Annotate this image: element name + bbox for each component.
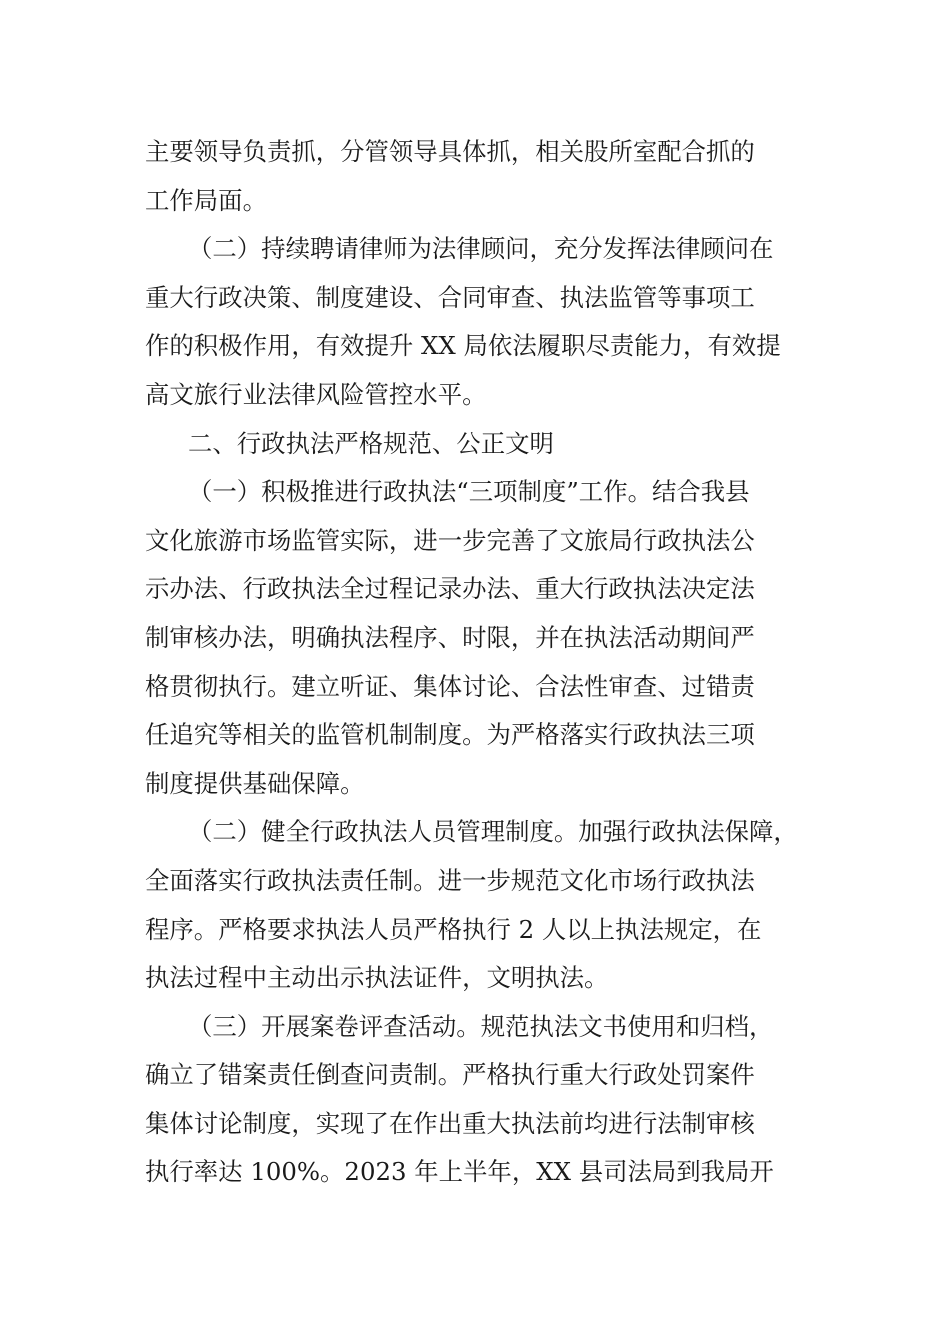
text-line: 任追究等相关的监管机制制度。为严格落实行政执法三项 bbox=[145, 720, 755, 750]
text-line: 重大行政决策、制度建设、合同审查、执法监管等事项工 bbox=[145, 282, 755, 312]
text-line: （一）积极推进行政执法“三项制度”工作。结合我县 bbox=[188, 477, 750, 507]
text-line: （二）持续聘请律师为法律顾问，充分发挥法律顾问在 bbox=[188, 234, 774, 264]
text-line: 确立了错案责任倒查问责制。严格执行重大行政处罚案件 bbox=[145, 1060, 755, 1090]
text-line: 集体讨论制度，实现了在作出重大执法前均进行法制审核 bbox=[145, 1108, 755, 1138]
text-line: 示办法、行政执法全过程记录办法、重大行政执法决定法 bbox=[145, 574, 755, 604]
document-body bbox=[145, 128, 820, 1197]
text-line: （三）开展案卷评查活动。规范执法文书使用和归档， bbox=[188, 1011, 774, 1041]
text-line: 执法过程中主动出示执法证件，文明执法。 bbox=[145, 963, 609, 993]
text-line: 主要领导负责抓，分管领导具体抓，相关股所室配合抓的 bbox=[145, 137, 755, 166]
section-heading: 二、行政执法严格规范、公正文明 bbox=[188, 428, 554, 458]
text-line: 高文旅行业法律风险管控水平。 bbox=[145, 379, 487, 409]
text-line: 格贯彻执行。建立听证、集体讨论、合法性审查、过错责 bbox=[145, 671, 755, 701]
text-line: （二）健全行政执法人员管理制度。加强行政执法保障， bbox=[188, 817, 798, 847]
text-line: 文化旅游市场监管实际，进一步完善了文旅局行政执法公 bbox=[145, 525, 755, 555]
text-line: 工作局面。 bbox=[145, 185, 267, 215]
text-line: 作的积极作用，有效提升 XX 局依法履职尽责能力，有效提 bbox=[145, 331, 781, 361]
text-line: 执行率达 100%。2023 年上半年，XX 县司法局到我局开 bbox=[145, 1157, 774, 1187]
text-line: 程序。严格要求执法人员严格执行 2 人以上执法规定，在 bbox=[145, 914, 762, 944]
text-line: 制度提供基础保障。 bbox=[145, 768, 365, 798]
text-line: 全面落实行政执法责任制。进一步规范文化市场行政执法 bbox=[145, 865, 755, 895]
text-line: 制审核办法，明确执法程序、时限，并在执法活动期间严 bbox=[145, 622, 755, 652]
